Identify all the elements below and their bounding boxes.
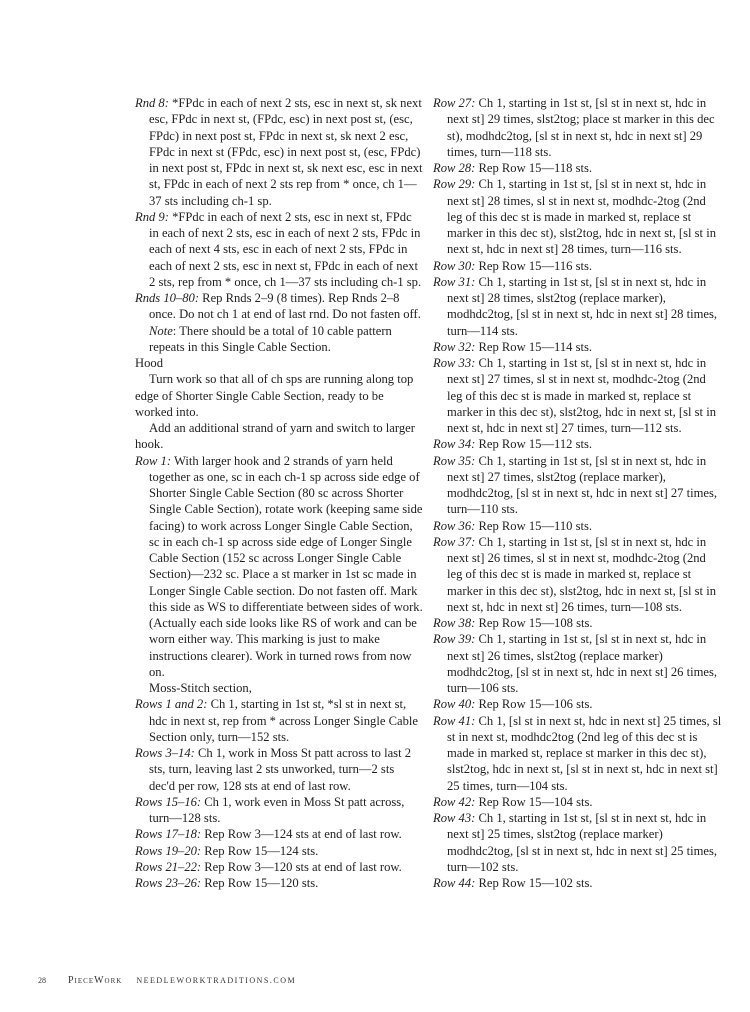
instruction-text: Rep Row 15—108 sts. [475,616,593,630]
instruction-row-32 [433,339,723,355]
instruction-row-31 [433,274,723,339]
instruction-label: Row 33: [433,356,476,370]
right-column [433,95,723,891]
note-label: Note [149,323,173,338]
instruction-label: Row 31: [433,274,476,289]
instruction-text: Ch 1, starting in 1st st, [sl st in next st, hdc in next st] 26 times, slst2tog (replace marker) modhdc2tog, [sl st in next st, hdc in next st] 26 times, turn—106 sts. [447,632,718,695]
instruction-rows-19-20 [135,843,423,859]
instruction-text: Rep Row 15—110 sts. [475,518,593,533]
page-footer [38,975,296,986]
instruction-row-42 [433,794,723,810]
instruction-label: Row 39: [433,632,476,647]
left-column [135,95,423,891]
instruction-rows-3-14 [135,745,423,794]
instruction-row-40 [433,696,723,712]
instruction-text: Ch 1, starting in 1st st, [sl st in next st, hdc in next st] 27 times, sl st in next st, modhdc-2tog (2nd leg of this dec st is made in marked st, replace st marker in this dec st), slst2tog, hdc in next st, [sl st in next st, hdc in next st] 27 times, turn—112 sts. [447,356,716,435]
instruction-rows-1-2 [135,696,423,745]
instruction-text: Ch 1, starting in 1st st, [sl st in next st, hdc in next st] 28 times, sl st in next st, modhdc-2tog (2nd leg of this dec st is made in marked st, replace st marker in this dec st), slst2tog, hdc in next st, [sl st in next st, hdc in next st] 28 times, turn—116 sts. [447,177,716,257]
instruction-row-1 [135,453,423,681]
instruction-label: Row 42: [433,794,476,809]
instruction-label: Rows 1 and 2: [135,697,208,712]
instruction-label: Row 28: [433,161,476,175]
instruction-row-34 [433,436,723,452]
instruction-label: Row 30: [433,258,476,273]
instruction-text: Rep Row 15—116 sts. [475,258,593,273]
instruction-rows-21-22 [135,859,423,875]
instruction-text: Rep Row 15—114 sts. [475,339,593,354]
instruction-label: Rnds 10–80: [135,291,200,305]
instruction-rnd-8 [135,95,423,209]
instruction-label: Row 38: [433,616,476,630]
moss-stitch-heading: Moss-Stitch section, [149,681,252,695]
instruction-text: *FPdc in each of next 2 sts, esc in next st, FPdc in each of next 2 sts, esc in each of next 2 sts, FPdc in each of next 4 sts, esc in each of next 2 sts, FPdc in each of next 2 sts, esc in next st, FPdc in each of next 2 sts, rep from * once, ch 1—37 sts including ch-1 sp. [149,209,422,289]
instruction-text: *FPdc in each of next 2 sts, esc in next st, sk next esc, FPdc in next st, (FPdc, esc) in next post st, (esc, FPdc) in next post st, FPdc in next st, sk next 2 esc, FPdc in next st (FPdc, esc) in next post st, (esc, FPdc) in next post st, FPdc in next st, sk next esc, esc in next st, FPdc in each of next 2 sts rep from * once, ch 1—37 sts including ch-1 sp. [149,96,423,208]
instruction-rnds-10-80 [135,290,423,355]
instruction-text: Ch 1, work even in Moss St patt across, turn—128 sts. [149,794,405,825]
instruction-text: Rep Row 15—120 sts. [201,876,319,890]
instruction-label: Row 35: [433,453,476,468]
instruction-text: Ch 1, starting in 1st st, [sl st in next st, hdc in next st] 27 times, slst2tog (replace marker), modhdc2tog, [sl st in next st, hdc in next st] 27 times, turn—110 sts. [447,453,718,517]
instruction-label: Rows 3–14: [135,746,195,760]
instruction-row-27 [433,95,723,160]
instruction-text: Rep Row 3—124 sts at end of last row. [201,827,402,842]
instruction-label: Row 40: [433,697,476,712]
instruction-text: : There should be a total of 10 cable pattern repeats in this Single Cable Section. [149,323,392,354]
instruction-label: Rows 15–16: [135,794,202,809]
instruction-text: Rep Row 15—106 sts. [475,697,593,712]
instruction-text: Rep Row 3—120 sts at end of last row. [201,859,402,874]
magazine-brand: PieceWork [68,975,123,986]
instruction-rows-23-26 [135,875,423,891]
instruction-text: Rep Row 15—118 sts. [475,161,593,175]
instruction-text: Ch 1, work in Moss St patt across to last 2 sts, turn, leaving last 2 sts unworked, turn—2 sts dec'd per row, 128 sts at end of last row. [149,746,412,793]
instruction-label: Row 43: [433,811,476,825]
instruction-text: Rep Row 15—112 sts. [475,437,593,452]
instruction-text: Ch 1, starting in 1st st, [sl st in next st, hdc in next st] 29 times, slst2tog; place st marker in this dec st), modhdc2tog, [sl st in next st, hdc in next st] 29 times, turn—118 sts. [447,96,715,159]
instruction-label: Rows 17–18: [135,827,202,842]
instruction-label: Rows 21–22: [135,859,202,874]
instruction-rows-15-16 [135,794,423,827]
instruction-label: Row 36: [433,518,476,533]
instruction-text: With larger hook and 2 strands of yarn held together as one, sc in each ch-1 sp across side edge of Shorter Single Cable Section (80 sc across Shorter Single Cable Section), rotate work (keeping same side facing) to work across Longer Single Cable Section, sc in each ch-1 sp across side edge of Longer Single Cable Section (152 sc across Longer Single Cable Section)—232 sc. Place a st marker in 1st sc made in Longer Single Cable section. Do not fasten off. Mark this side as WS to differentiate between sides of work. (Actually each side looks like RS of work and can be worn either way. This marking is just to make instructions clearer). Work in turned rows from now on. [149,453,423,679]
instruction-row-38 [433,615,723,631]
instruction-label: Row 1: [135,453,172,468]
instruction-row-30 [433,258,723,274]
instruction-label: Rnd 9: [135,209,169,224]
instruction-text: Ch 1, starting in 1st st, [sl st in next st, hdc in next st] 25 times, slst2tog (replace marker) modhdc2tog, [sl st in next st, hdc in next st] 25 times, turn—102 sts. [447,811,718,874]
instruction-text: Ch 1, starting in 1st st, *sl st in next st, hdc in next st, rep from * across Longer Single Cable Section only, turn—152 sts. [149,697,418,744]
hood-heading: Hood [135,356,163,370]
instruction-text: Ch 1, [sl st in next st, hdc in next st] 25 times, sl st in next st, modhdc2tog (2nd leg of this dec st is made in marked st, replace st marker in this dec st), slst2tog, hdc in next st, [sl st in next st, hdc in next st] 25 times, turn—104 sts. [447,713,722,793]
instruction-row-41 [433,713,723,794]
instruction-text: Rep Row 15—124 sts. [201,843,319,858]
instruction-row-37 [433,534,723,615]
instruction-row-28 [433,160,723,176]
instruction-row-29 [433,176,723,257]
instruction-rnd-9 [135,209,423,290]
instruction-label: Rows 23–26: [135,876,202,890]
instruction-text: Rep Rnds 2–9 (8 times). Rep Rnds 2–8 once. Do not ch 1 at end of last rnd. Do not fasten off. [149,291,421,322]
hood-paragraph-2: Add an additional strand of yarn and switch to larger hook. [135,421,415,452]
instruction-row-33 [433,355,723,436]
instruction-text: Rep Row 15—104 sts. [475,794,593,809]
hood-paragraph-1: Turn work so that all of ch sps are running along top edge of Shorter Single Cable Section, ready to be worked into. [135,372,414,419]
instruction-row-43 [433,810,723,875]
instruction-label: Row 34: [433,437,476,452]
instruction-rows-17-18 [135,826,423,842]
instruction-row-39 [433,631,723,696]
instruction-label: Rows 19–20: [135,843,202,858]
instruction-text: Ch 1, starting in 1st st, [sl st in next st, hdc in next st] 28 times, slst2tog (replace marker), modhdc2tog, [sl st in next st, hdc in next st] 28 times, turn—114 sts. [447,274,718,338]
instruction-label: Row 41: [433,713,476,728]
instruction-text: Ch 1, starting in 1st st, [sl st in next st, hdc in next st] 26 times, sl st in next st, modhdc-2tog (2nd leg of this dec st is made in marked st, replace st marker in this dec st), slst2tog, hdc in next st, [sl st in next st, hdc in next st] 26 times, turn—108 sts. [447,534,716,614]
instruction-row-44 [433,875,723,891]
instruction-text: Rep Row 15—102 sts. [475,876,593,890]
instruction-label: Row 27: [433,96,476,110]
website-url: NEEDLEWORKTRADITIONS.COM [136,976,297,985]
instruction-row-36 [433,518,723,534]
instruction-label: Rnd 8: [135,96,169,110]
instruction-label: Row 37: [433,534,476,549]
page-number: 28 [38,976,46,985]
instruction-label: Row 32: [433,339,476,354]
instruction-label: Row 29: [433,177,476,192]
instruction-row-35 [433,453,723,518]
instruction-label: Row 44: [433,876,476,890]
